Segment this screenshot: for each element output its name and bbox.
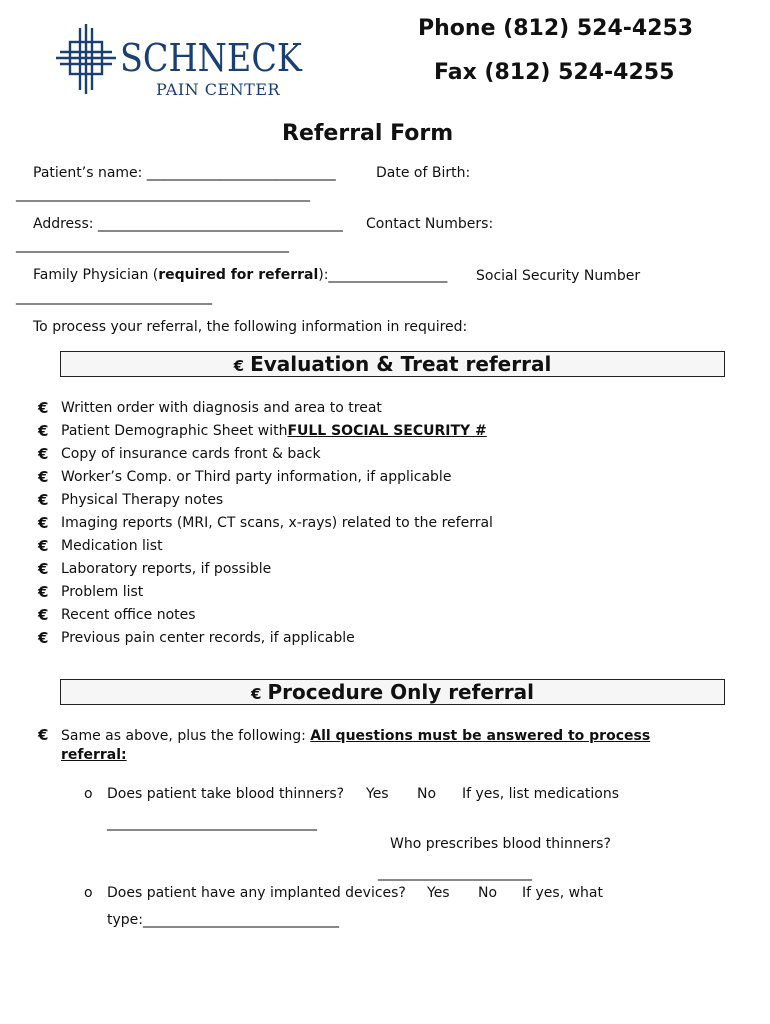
family-physician-line: ):_________________ — [318, 267, 448, 283]
list-item — [38, 488, 493, 511]
blood-thinners-yes[interactable]: Yes — [366, 786, 389, 802]
implanted-devices-question: Does patient have any implanted devices? — [107, 885, 406, 901]
list-item — [38, 557, 493, 580]
euro-bullet-icon: € — [38, 421, 49, 440]
evaluation-heading-text: Evaluation & Treat referral — [250, 352, 552, 376]
euro-bullet-icon: € — [38, 605, 49, 624]
list-item — [38, 603, 493, 626]
euro-bullet-icon: € — [38, 726, 49, 744]
list-item-text: Previous pain center records, if applicable — [61, 629, 355, 646]
list-item — [38, 580, 493, 603]
referral-emphasis-text: referral: — [61, 747, 127, 763]
device-type-field[interactable]: type:____________________________ — [107, 912, 339, 928]
list-item — [38, 534, 493, 557]
family-physician-field[interactable] — [33, 267, 447, 283]
list-item — [38, 442, 493, 465]
list-item — [38, 419, 493, 442]
euro-bullet-icon: € — [38, 559, 49, 578]
list-item — [38, 465, 493, 488]
prescriber-field[interactable]: ______________________ — [378, 865, 532, 881]
logo-wordmark: SCHNECK — [120, 36, 302, 80]
euro-bullet-icon: € — [251, 685, 262, 703]
ssn-field[interactable]: ____________________________ — [16, 289, 212, 305]
ssn-label: Social Security Number — [476, 268, 641, 284]
euro-bullet-icon: € — [38, 582, 49, 601]
medications-field[interactable]: ______________________________ — [107, 815, 317, 831]
dob-field[interactable]: __________________________________________ — [16, 186, 310, 202]
prescriber-label: Who prescribes blood thinners? — [390, 836, 611, 852]
phone-number: Phone (812) 524-4253 — [418, 16, 694, 41]
euro-bullet-icon: € — [233, 357, 245, 375]
same-as-above-text: Same as above, plus the following: — [61, 728, 311, 744]
evaluation-heading — [60, 351, 725, 377]
logo-subtitle: PAIN CENTER — [156, 80, 281, 99]
list-item-emphasis: FULL SOCIAL SECURITY # — [287, 422, 487, 439]
same-as-above-note — [38, 726, 650, 744]
list-item-text: Medication list — [61, 537, 163, 554]
list-item — [38, 626, 493, 649]
referral-emphasis — [61, 747, 127, 763]
fax-number: Fax (812) 524-4255 — [434, 60, 675, 85]
euro-bullet-icon: € — [38, 536, 49, 555]
evaluation-checklist — [38, 396, 493, 649]
page-title: Referral Form — [282, 121, 454, 146]
list-item-text: Physical Therapy notes — [61, 491, 224, 508]
family-physician-prefix: Family Physician ( — [33, 267, 159, 283]
list-item-text: Copy of insurance cards front & back — [61, 445, 321, 462]
implanted-devices-no[interactable]: No — [478, 885, 498, 901]
list-item-text: Worker’s Comp. or Third party information, if applicable — [61, 468, 452, 485]
blood-thinners-no[interactable]: No — [417, 786, 437, 802]
all-questions-emphasis: All questions must be answered to process — [310, 728, 651, 744]
list-item-text: Problem list — [61, 583, 144, 600]
list-item-text: Laboratory reports, if possible — [61, 560, 272, 577]
sub-bullet-icon: o — [84, 885, 93, 901]
patient-name-field[interactable]: Patient’s name: ___________________________ — [33, 165, 336, 181]
contact-numbers-field[interactable]: _______________________________________ — [16, 237, 289, 253]
euro-bullet-icon: € — [38, 467, 49, 486]
euro-bullet-icon: € — [38, 628, 49, 647]
blood-thinners-question: Does patient take blood thinners? — [107, 786, 345, 802]
dob-label: Date of Birth: — [376, 165, 471, 181]
blood-thinners-followup: If yes, list medications — [462, 786, 620, 802]
euro-bullet-icon: € — [38, 444, 49, 463]
contact-numbers-label: Contact Numbers: — [366, 216, 494, 232]
list-item-text: Imaging reports (MRI, CT scans, x-rays) related to the referral — [61, 514, 493, 531]
list-item — [38, 396, 493, 419]
instructions-text: To process your referral, the following information in required: — [33, 319, 468, 335]
list-item-text: Written order with diagnosis and area to treat — [61, 399, 382, 416]
procedure-heading-text: Procedure Only referral — [267, 680, 534, 704]
list-item — [38, 511, 493, 534]
list-item-text: Recent office notes — [61, 606, 196, 623]
implanted-devices-yes[interactable]: Yes — [427, 885, 450, 901]
schneck-logo — [56, 22, 316, 102]
address-field[interactable]: Address: ___________________________________ — [33, 216, 343, 232]
list-item-text: Patient Demographic Sheet with — [61, 422, 288, 439]
sub-bullet-icon: o — [84, 786, 93, 802]
required-note: required for referral — [158, 267, 319, 283]
euro-bullet-icon: € — [38, 398, 49, 417]
procedure-heading — [60, 679, 725, 705]
logo-cross-icon — [56, 24, 116, 94]
implanted-devices-followup: If yes, what — [522, 885, 603, 901]
euro-bullet-icon: € — [38, 513, 49, 532]
euro-bullet-icon: € — [38, 490, 49, 509]
